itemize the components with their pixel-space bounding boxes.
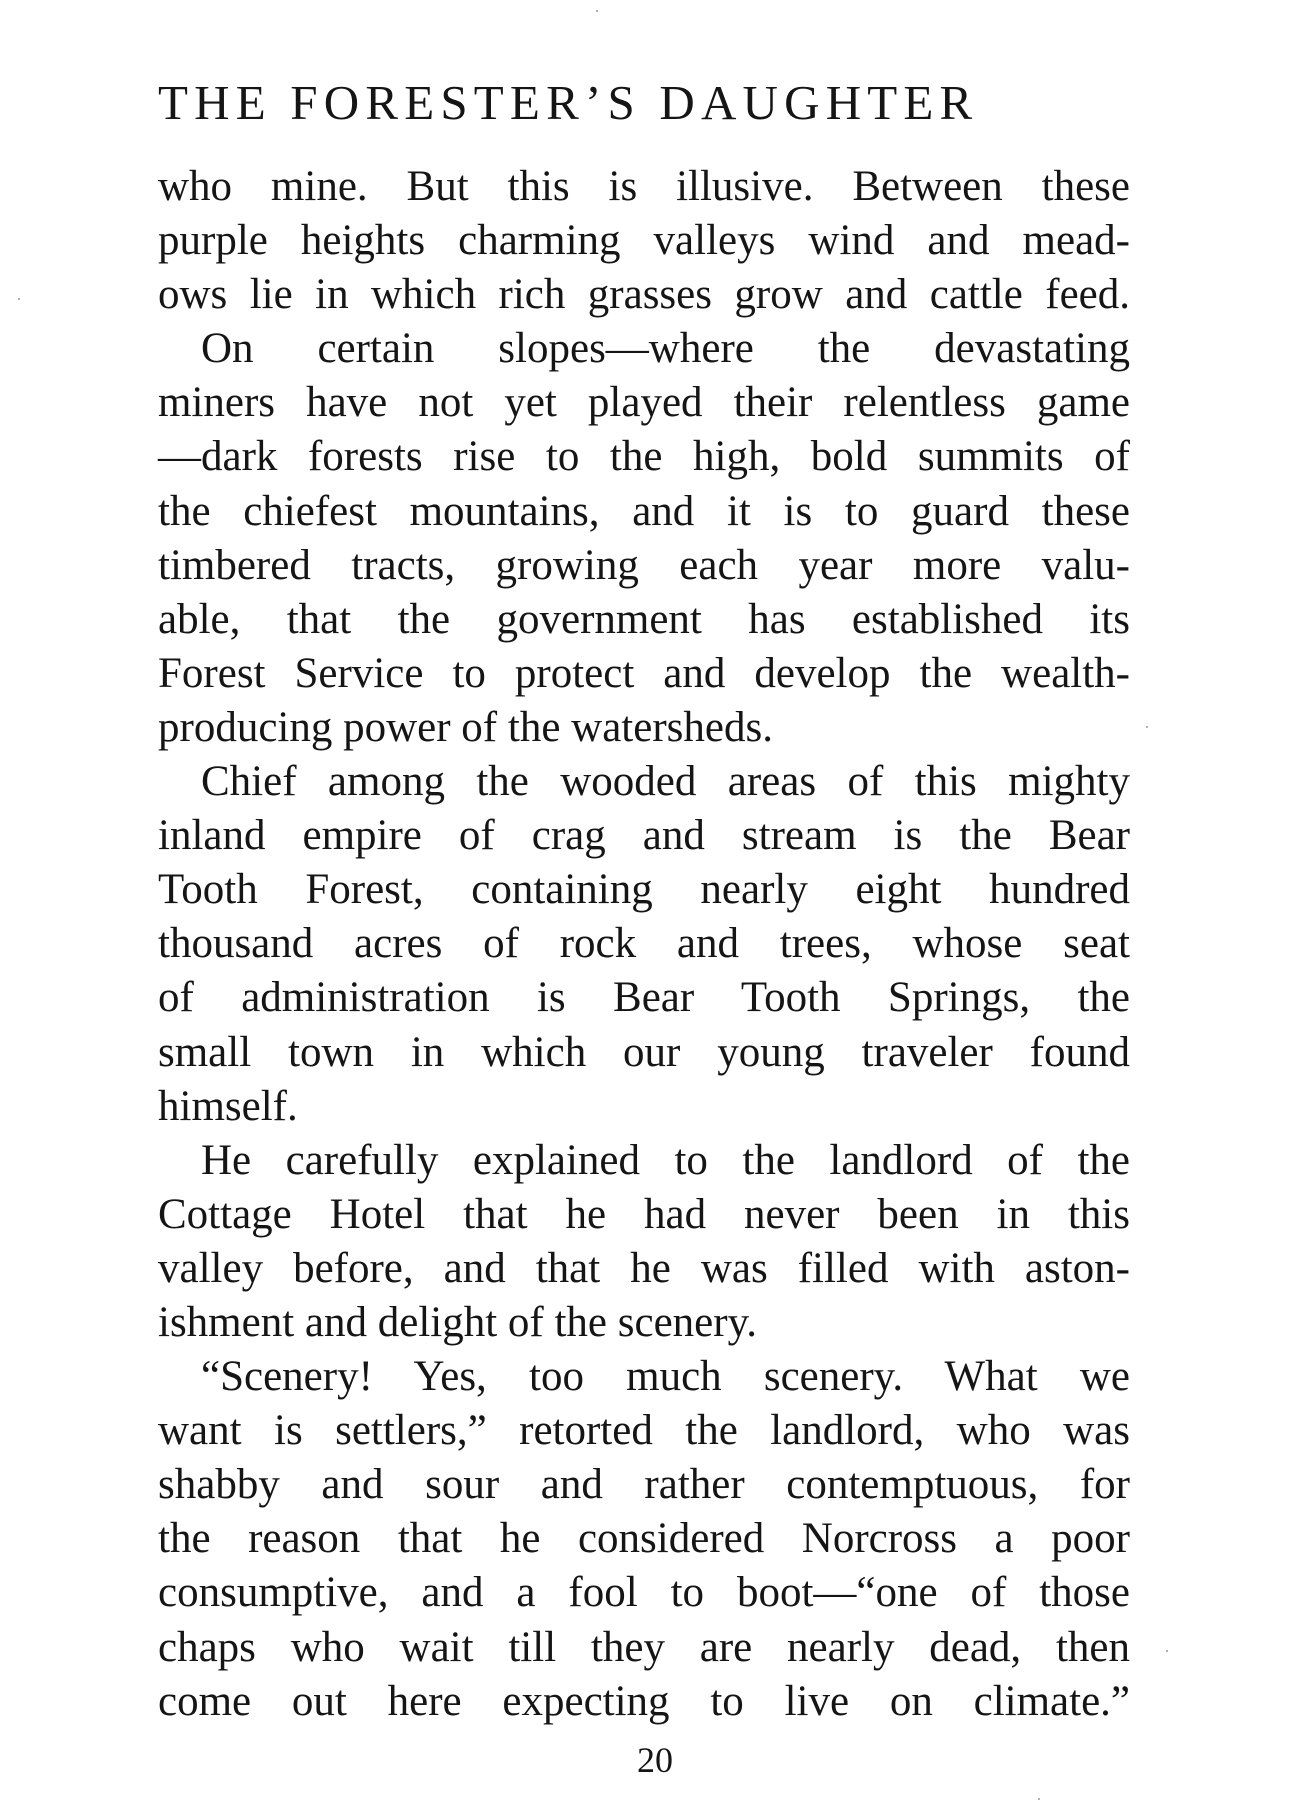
text-line: Tooth Forest, containing nearly eight hundred bbox=[158, 866, 1130, 914]
text-line: the chiefest mountains, and it is to guard these bbox=[158, 487, 1130, 535]
text-line: come out here expecting to live on climate.” bbox=[158, 1677, 1130, 1725]
text-line: He carefully explained to the landlord of the bbox=[158, 1136, 1130, 1184]
text-line: “Scenery! Yes, too much scenery. What we bbox=[158, 1353, 1130, 1401]
text-line: Forest Service to protect and develop the wealth- bbox=[158, 649, 1130, 697]
text-line: Cottage Hotel that he had never been in this bbox=[158, 1190, 1130, 1238]
text-line: want is settlers,” retorted the landlord, who was bbox=[158, 1407, 1130, 1455]
text-line: purple heights charming valleys wind and mead- bbox=[158, 217, 1130, 265]
text-line: small town in which our young traveler found bbox=[158, 1028, 1130, 1076]
text-line: producing power of the watersheds. bbox=[158, 703, 773, 751]
text-line: consumptive, and a fool to boot—“one of those bbox=[158, 1569, 1130, 1617]
text-line: able, that the government has established its bbox=[158, 595, 1130, 643]
text-line: the reason that he considered Norcross a poor bbox=[158, 1515, 1130, 1563]
text-line: timbered tracts, growing each year more valu- bbox=[158, 541, 1130, 589]
text-line: himself. bbox=[158, 1082, 298, 1130]
text-line: shabby and sour and rather contemptuous, for bbox=[158, 1461, 1130, 1509]
paper-speck bbox=[1038, 1798, 1040, 1800]
running-head: THE FORESTER’S DAUGHTER bbox=[158, 75, 979, 130]
text-line: —dark forests rise to the high, bold summits of bbox=[158, 433, 1130, 481]
paper-speck bbox=[18, 298, 20, 300]
text-line: ishment and delight of the scenery. bbox=[158, 1298, 758, 1346]
text-line: inland empire of crag and stream is the Bear bbox=[158, 812, 1130, 860]
text-line: miners have not yet played their relentless game bbox=[158, 379, 1130, 427]
text-line: Chief among the wooded areas of this mighty bbox=[158, 758, 1130, 806]
body-text bbox=[158, 160, 1130, 1729]
paper-speck bbox=[1166, 1650, 1168, 1652]
text-line: who mine. But this is illusive. Between these bbox=[158, 163, 1130, 210]
text-line: ows lie in which rich grasses grow and cattle feed. bbox=[158, 271, 1130, 319]
paper-speck bbox=[596, 10, 598, 12]
text-line: thousand acres of rock and trees, whose seat bbox=[158, 920, 1130, 968]
text-line: valley before, and that he was filled with aston- bbox=[158, 1244, 1130, 1292]
text-line: of administration is Bear Tooth Springs, the bbox=[158, 974, 1130, 1022]
text-line: On certain slopes—where the devastating bbox=[158, 325, 1130, 373]
text-line: chaps who wait till they are nearly dead, then bbox=[158, 1623, 1130, 1671]
paper-speck bbox=[1146, 726, 1148, 728]
page-number: 20 bbox=[637, 1740, 673, 1780]
